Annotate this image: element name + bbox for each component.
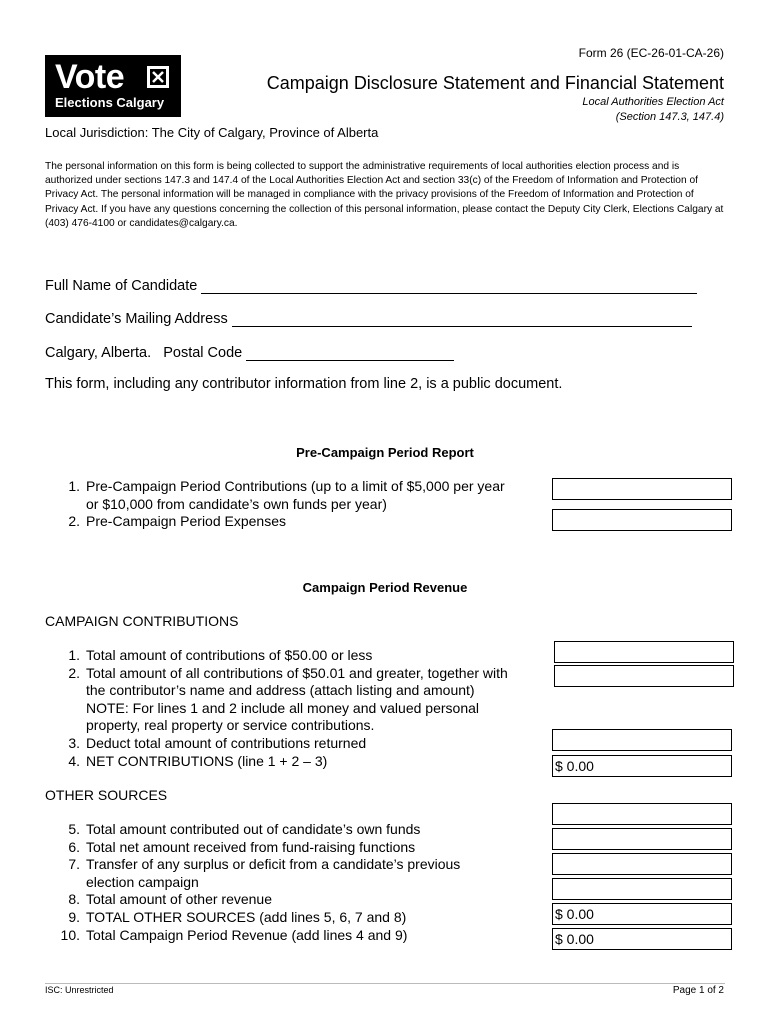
surplus-transfer-field[interactable] bbox=[552, 878, 732, 900]
total-campaign-revenue-field[interactable]: $ 0.00 bbox=[552, 928, 732, 950]
pre-campaign-title: Pre-Campaign Period Report bbox=[296, 445, 474, 460]
logo-word: Vote bbox=[55, 58, 125, 96]
footer-classification: ISC: Unrestricted bbox=[45, 985, 114, 995]
net-contributions-field[interactable]: $ 0.00 bbox=[552, 755, 732, 777]
contributions-returned-field[interactable] bbox=[552, 729, 732, 751]
other-source-blank-field[interactable] bbox=[552, 803, 732, 825]
elections-calgary-logo bbox=[45, 55, 181, 117]
mailing-address-label: Candidate’s Mailing Address bbox=[45, 311, 228, 327]
campaign-revenue-title: Campaign Period Revenue bbox=[302, 580, 468, 595]
candidate-name-row bbox=[45, 278, 697, 294]
postal-code-field[interactable] bbox=[246, 346, 454, 361]
mailing-address-field[interactable] bbox=[232, 312, 692, 327]
total-other-sources-field[interactable]: $ 0.00 bbox=[552, 903, 732, 925]
act-sections: (Section 147.3, 147.4) bbox=[615, 111, 724, 123]
pre-campaign-expenses-field[interactable] bbox=[552, 509, 732, 531]
ballot-box-icon bbox=[147, 66, 169, 88]
postal-code-row bbox=[45, 345, 454, 361]
other-sources-heading: OTHER SOURCES bbox=[45, 787, 168, 803]
campaign-contributions-heading: CAMPAIGN CONTRIBUTIONS bbox=[45, 613, 239, 629]
candidate-name-label: Full Name of Candidate bbox=[45, 278, 198, 294]
act-name: Local Authorities Election Act bbox=[582, 96, 724, 108]
footer-divider bbox=[45, 983, 725, 984]
privacy-notice: The personal information on this form is being collected to support the administrative requirements of local authorities election process and is authorized under sections 147.3 and 147.4 of the Local Authorities Election Act and section 33(c) of the Freedom of Information and Protection of Privacy Act. The personal information will be managed in compliance with the privacy provisions of the Freedom of Information and Protection of Privacy Act. If you have any questions concerning the collection of this personal information, please contact the Deputy City Clerk, Elections Calgary at (403) 476-4100 or candidates@calgary.ca. bbox=[45, 161, 724, 229]
candidate-name-field[interactable] bbox=[201, 279, 697, 294]
pre-campaign-contributions-field[interactable] bbox=[552, 478, 732, 500]
own-funds-field[interactable] bbox=[552, 828, 732, 850]
jurisdiction: Local Jurisdiction: The City of Calgary, Province of Alberta bbox=[45, 125, 379, 140]
logo-subtitle: Elections Calgary bbox=[55, 95, 165, 110]
fund-raising-field[interactable] bbox=[552, 853, 732, 875]
act-reference bbox=[582, 95, 724, 125]
mailing-address-row bbox=[45, 311, 692, 327]
form-number: Form 26 (EC-26-01-CA-26) bbox=[578, 46, 724, 60]
contributions-under-50-field[interactable] bbox=[554, 641, 734, 663]
page-title: Campaign Disclosure Statement and Financial Statement bbox=[266, 73, 724, 93]
postal-code-label: Calgary, Alberta. Postal Code bbox=[45, 345, 243, 361]
public-document-notice: This form, including any contributor information from line 2, is a public document. bbox=[45, 376, 563, 392]
page-number: Page 1 of 2 bbox=[672, 985, 724, 996]
contributions-over-50-field[interactable] bbox=[554, 665, 734, 687]
